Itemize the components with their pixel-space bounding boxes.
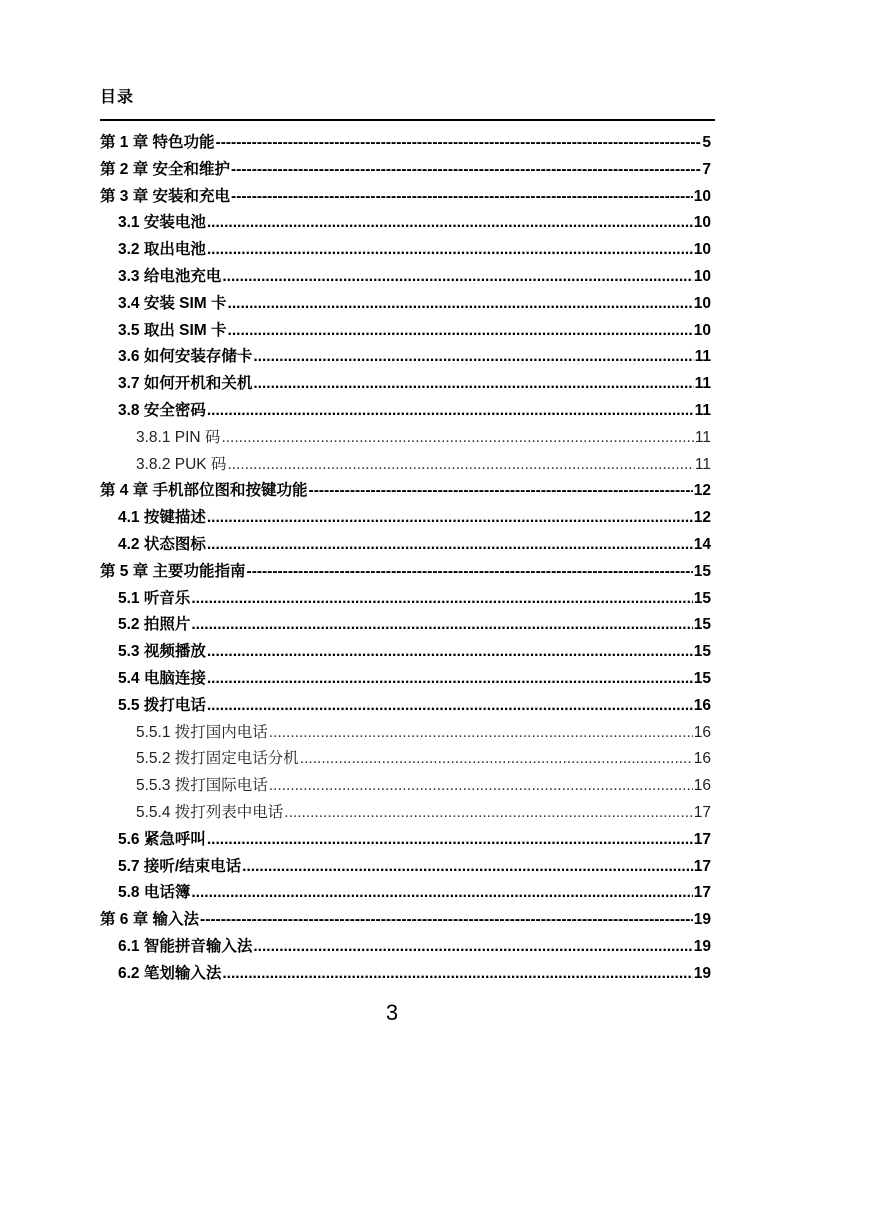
toc-entry-leader xyxy=(191,880,692,907)
toc-subsection-entry[interactable] xyxy=(100,425,711,452)
toc-entry-title: 5.5 拨打电话 xyxy=(118,696,206,714)
toc-entry-leader xyxy=(222,264,692,291)
toc-chapter-entry[interactable] xyxy=(100,130,711,157)
toc-entry-title: 5.4 电脑连接 xyxy=(118,669,206,687)
toc-entry-title: 3.2 取出电池 xyxy=(118,241,206,259)
page-number: 3 xyxy=(385,1000,399,1025)
toc-entry-page: 12 xyxy=(693,482,711,500)
toc-section-entry[interactable] xyxy=(100,961,711,988)
toc-entry-page: 17 xyxy=(693,884,711,902)
toc-entry-leader xyxy=(242,854,693,881)
toc-chapter-entry[interactable] xyxy=(100,184,711,211)
toc-entry-leader xyxy=(207,237,693,264)
toc-entry-title: 5.5.1 拨打国内电话 xyxy=(136,723,268,741)
toc-entry-page: 15 xyxy=(693,589,711,607)
toc-entry-leader xyxy=(216,130,702,157)
toc-section-entry[interactable] xyxy=(100,827,711,854)
toc-entry-page: 16 xyxy=(693,750,711,768)
toc-entry-leader xyxy=(300,746,693,773)
toc-section-entry[interactable] xyxy=(100,398,711,425)
toc-entry-page: 11 xyxy=(694,455,711,473)
toc-entry-leader xyxy=(207,210,693,237)
heading-rule xyxy=(100,119,715,121)
toc-section-entry[interactable] xyxy=(100,344,711,371)
toc-entry-title: 5.5.3 拨打国际电话 xyxy=(136,777,268,795)
toc-entry-page: 12 xyxy=(693,509,711,527)
toc-entry-page: 16 xyxy=(693,723,711,741)
toc-entry-leader xyxy=(269,720,693,747)
toc-entry-title: 5.3 视频播放 xyxy=(118,643,206,661)
toc-entry-title: 5.2 拍照片 xyxy=(118,616,191,634)
toc-entry-title: 3.3 给电池充电 xyxy=(118,267,222,285)
toc-entry-leader xyxy=(207,666,693,693)
toc-chapter-entry[interactable] xyxy=(100,478,711,505)
toc-entry-page: 19 xyxy=(693,937,711,955)
toc-section-entry[interactable] xyxy=(100,505,711,532)
toc-list xyxy=(100,130,711,988)
toc-entry-title: 3.8.2 PUK 码 xyxy=(136,455,227,473)
toc-entry-leader xyxy=(222,961,692,988)
toc-entry-page: 10 xyxy=(693,321,711,339)
toc-section-entry[interactable] xyxy=(100,639,711,666)
toc-entry-leader xyxy=(309,478,693,505)
toc-entry-leader xyxy=(253,344,693,371)
toc-entry-title: 6.2 笔划输入法 xyxy=(118,964,222,982)
toc-entry-page: 17 xyxy=(693,857,711,875)
toc-entry-title: 5.1 听音乐 xyxy=(118,589,191,607)
toc-entry-title: 第 6 章 输入法 xyxy=(100,911,200,929)
toc-section-entry[interactable] xyxy=(100,532,711,559)
toc-entry-page: 15 xyxy=(693,669,711,687)
toc-entry-leader xyxy=(253,934,692,961)
toc-entry-page: 10 xyxy=(693,241,711,259)
toc-subsection-entry[interactable] xyxy=(100,800,711,827)
toc-entry-title: 3.6 如何安装存储卡 xyxy=(118,348,253,366)
toc-entry-leader xyxy=(207,693,693,720)
toc-entry-title: 5.7 接听/结束电话 xyxy=(118,857,242,875)
toc-entry-title: 第 1 章 特色功能 xyxy=(100,134,215,151)
toc-subsection-entry[interactable] xyxy=(100,746,711,773)
toc-entry-title: 3.7 如何开机和关机 xyxy=(118,375,253,393)
toc-entry-leader xyxy=(231,184,693,211)
toc-entry-title: 第 3 章 安装和充电 xyxy=(100,187,231,205)
toc-entry-title: 第 4 章 手机部位图和按键功能 xyxy=(100,482,308,500)
toc-entry-leader xyxy=(207,505,693,532)
toc-entry-page: 10 xyxy=(693,214,711,232)
toc-section-entry[interactable] xyxy=(100,693,711,720)
toc-entry-title: 5.8 电话簿 xyxy=(118,884,191,902)
toc-subsection-entry[interactable] xyxy=(100,452,711,479)
toc-entry-page: 15 xyxy=(693,562,711,580)
toc-entry-leader xyxy=(191,586,692,613)
toc-section-entry[interactable] xyxy=(100,934,711,961)
toc-entry-page: 16 xyxy=(693,696,711,714)
toc-entry-leader xyxy=(231,157,701,184)
toc-entry-leader xyxy=(207,532,693,559)
toc-entry-leader xyxy=(247,559,693,586)
toc-entry-page: 17 xyxy=(693,803,711,821)
toc-chapter-entry[interactable] xyxy=(100,559,711,586)
toc-heading: 目录 xyxy=(100,89,135,106)
toc-entry-title: 第 2 章 安全和维护 xyxy=(100,160,231,178)
toc-entry-title: 5.5.2 拨打固定电话分机 xyxy=(136,750,299,768)
toc-entry-title: 3.4 安装 SIM 卡 xyxy=(118,294,227,312)
toc-entry-title: 3.1 安装电池 xyxy=(118,214,206,232)
toc-entry-title: 3.8.1 PIN 码 xyxy=(136,428,221,446)
toc-section-entry[interactable] xyxy=(100,586,711,613)
toc-entry-page: 5 xyxy=(702,134,711,151)
toc-subsection-entry[interactable] xyxy=(100,773,711,800)
toc-entry-leader xyxy=(221,425,693,452)
toc-section-entry[interactable] xyxy=(100,210,711,237)
toc-chapter-entry[interactable] xyxy=(100,157,711,184)
toc-entry-title: 第 5 章 主要功能指南 xyxy=(100,562,246,580)
toc-entry-page: 10 xyxy=(693,187,711,205)
toc-entry-leader xyxy=(253,371,693,398)
toc-entry-title: 4.1 按键描述 xyxy=(118,509,206,527)
toc-section-entry[interactable] xyxy=(100,371,711,398)
toc-entry-leader xyxy=(269,773,693,800)
toc-entry-page: 11 xyxy=(694,428,711,446)
toc-entry-leader xyxy=(228,318,693,345)
toc-entry-title: 6.1 智能拼音输入法 xyxy=(118,937,253,955)
toc-entry-page: 15 xyxy=(693,616,711,634)
toc-entry-page: 10 xyxy=(693,294,711,312)
toc-entry-leader xyxy=(191,612,692,639)
toc-entry-title: 3.8 安全密码 xyxy=(118,401,206,419)
toc-section-entry[interactable] xyxy=(100,666,711,693)
toc-entry-page: 17 xyxy=(693,830,711,848)
toc-entry-title: 3.5 取出 SIM 卡 xyxy=(118,321,227,339)
toc-chapter-entry[interactable] xyxy=(100,907,711,934)
toc-entry-leader xyxy=(227,452,693,479)
toc-entry-page: 7 xyxy=(702,160,711,178)
toc-subsection-entry[interactable] xyxy=(100,720,711,747)
toc-entry-page: 11 xyxy=(694,375,711,393)
toc-entry-page: 16 xyxy=(693,777,711,795)
toc-entry-title: 5.6 紧急呼叫 xyxy=(118,830,206,848)
toc-entry-page: 14 xyxy=(693,535,711,553)
toc-section-entry[interactable] xyxy=(100,880,711,907)
toc-entry-page: 19 xyxy=(693,964,711,982)
toc-entry-leader xyxy=(207,639,693,666)
toc-entry-page: 11 xyxy=(694,348,711,366)
toc-entry-title: 5.5.4 拨打列表中电话 xyxy=(136,803,284,821)
toc-entry-page: 19 xyxy=(693,911,711,929)
toc-entry-leader xyxy=(200,907,693,934)
toc-entry-leader xyxy=(207,827,693,854)
toc-section-entry[interactable] xyxy=(100,291,711,318)
toc-entry-page: 11 xyxy=(694,401,711,419)
toc-section-entry[interactable] xyxy=(100,237,711,264)
toc-entry-leader xyxy=(207,398,694,425)
toc-entry-title: 4.2 状态图标 xyxy=(118,535,206,553)
toc-entry-leader xyxy=(228,291,693,318)
toc-section-entry[interactable] xyxy=(100,612,711,639)
toc-entry-page: 10 xyxy=(693,267,711,285)
toc-section-entry[interactable] xyxy=(100,264,711,291)
toc-entry-leader xyxy=(284,800,692,827)
toc-section-entry[interactable] xyxy=(100,318,711,345)
toc-entry-page: 15 xyxy=(693,643,711,661)
toc-section-entry[interactable] xyxy=(100,854,711,881)
